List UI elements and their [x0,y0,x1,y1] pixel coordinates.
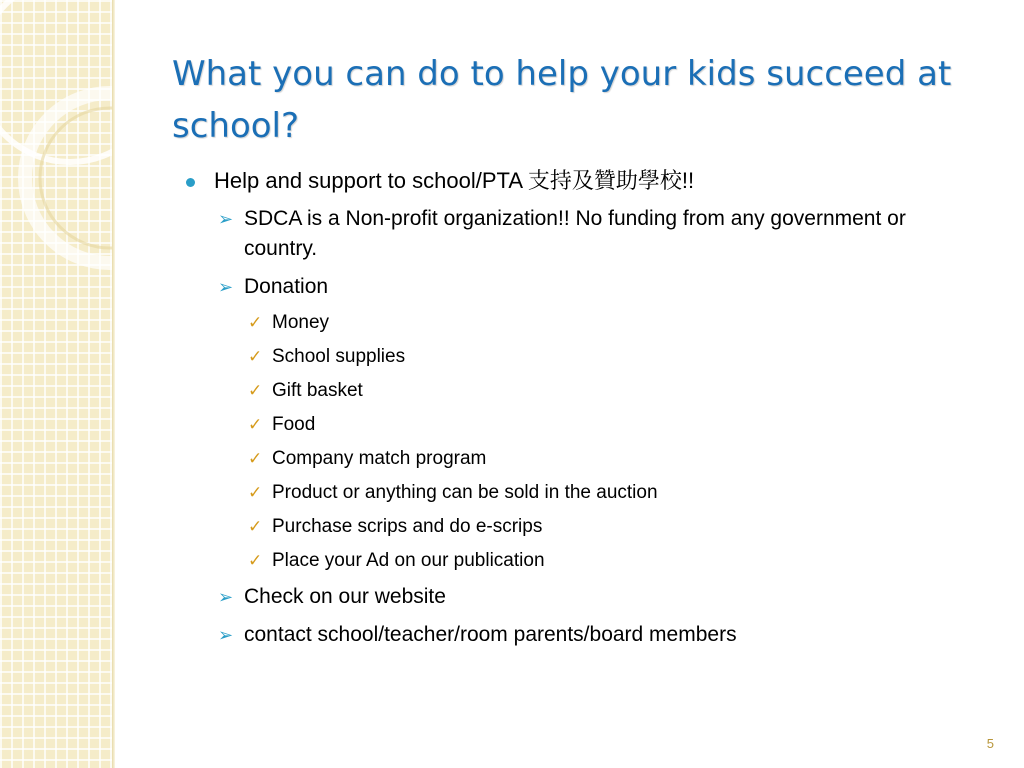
list-item [184,514,984,540]
list-item [184,548,984,574]
donation-item-text: Money [272,312,330,333]
checkmark-icon: ✓ [248,483,263,502]
donation-item-text: Purchase scrips and do e-scrips [272,516,543,537]
checkmark-icon: ✓ [248,347,263,366]
arrow-bullet-icon: ➢ [218,625,234,645]
checkmark-icon: ✓ [248,381,263,400]
bullet-donation-text: Donation [244,275,329,298]
round-bullet-icon [186,178,195,187]
bullet-nonprofit-text: SDCA is a Non-profit organization!! No funding from any government or country. [244,207,906,260]
donation-item-text: School supplies [272,346,406,367]
list-item [184,378,984,404]
bullet-main [184,166,984,196]
donation-item-text: Place your Ad on our publication [272,550,545,571]
arrow-bullet-icon: ➢ [218,587,234,607]
slide-title: What you can do to help your kids succeed at school? [172,54,952,146]
bullet-contact [184,620,984,650]
checkmark-icon: ✓ [248,551,263,570]
bullet-nonprofit [184,204,984,264]
bullet-contact-text: contact school/teacher/room parents/board members [244,623,737,646]
checkmark-icon: ✓ [248,517,263,536]
list-item [184,310,984,336]
bullet-main-text: Help and support to school/PTA 支持及贊助學校!! [214,168,695,193]
checkmark-icon: ✓ [248,415,263,434]
list-item [184,480,984,506]
bullet-website [184,582,984,612]
checkmark-icon: ✓ [248,313,263,332]
page-number: 5 [986,736,994,751]
decorative-circles-icon [0,0,112,768]
donation-item-text: Company match program [272,448,487,469]
list-item [184,412,984,438]
list-item [184,344,984,370]
arrow-bullet-icon: ➢ [218,277,234,297]
list-item [184,446,984,472]
bullet-donation [184,272,984,302]
bullet-list [184,166,984,658]
panel-divider [112,0,115,768]
bullet-website-text: Check on our website [244,585,446,608]
donation-item-text: Product or anything can be sold in the auction [272,482,658,503]
checkmark-icon: ✓ [248,449,263,468]
donation-item-text: Food [272,414,316,435]
decorative-side-panel [0,0,112,768]
arrow-bullet-icon: ➢ [218,209,234,229]
donation-item-text: Gift basket [272,380,363,401]
